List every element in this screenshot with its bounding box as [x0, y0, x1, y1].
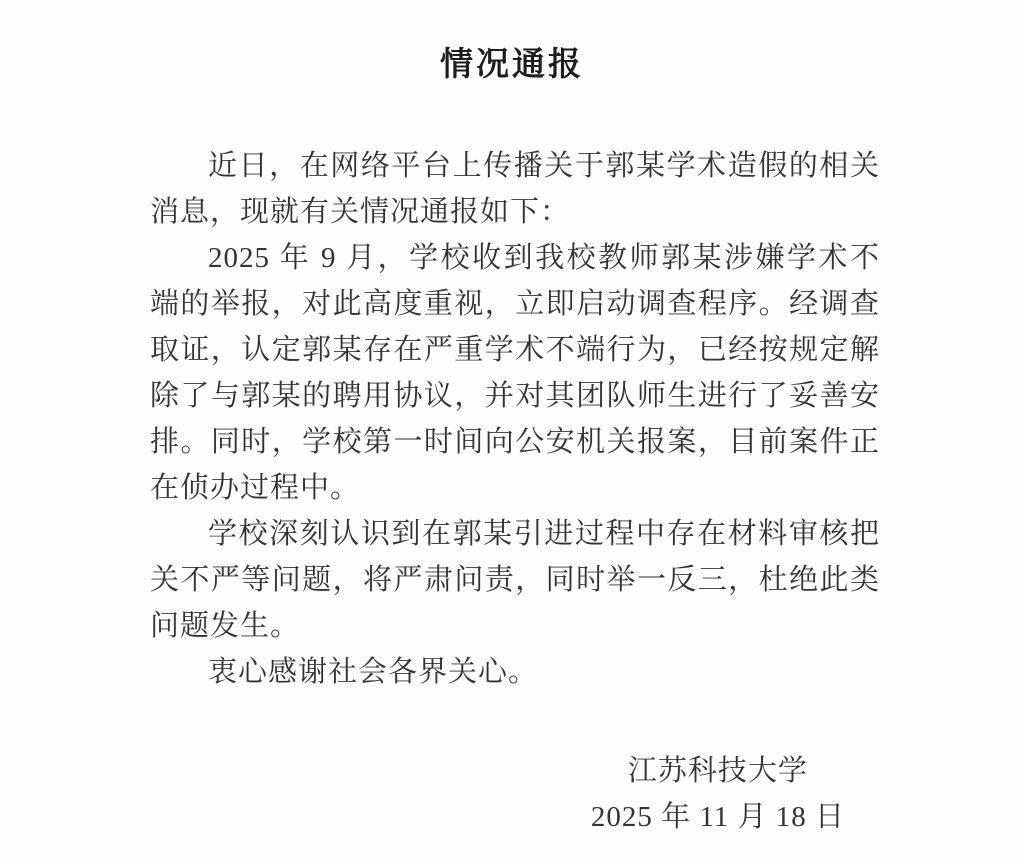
signature-organization: 江苏科技大学	[627, 755, 808, 787]
signature-date: 2025 年 11 月 18 日	[590, 801, 845, 833]
notice-body	[150, 143, 880, 695]
page-title: 情况通报	[440, 45, 584, 82]
paragraph-investigation: 2025 年 9 月，学校收到我校教师郭某涉嫌学术不端的举报，对此高度重视，立即启动调查程序。经调查取证，认定郭某存在严重学术不端行为，已经按规定解除了与郭某的聘用协议，并对其团队师生进行了妥善安排。同时，学校第一时间向公安机关报案，目前案件正在侦办过程中。	[150, 242, 880, 504]
paragraph-accountability: 学校深刻认识到在郭某引进过程中存在材料审核把关不严等问题，将严肃问责，同时举一反三，杜绝此类问题发生。	[150, 518, 880, 642]
paragraph-thanks: 衷心感谢社会各界关心。	[208, 656, 539, 688]
signature-block	[591, 748, 845, 840]
paragraph-intro: 近日，在网络平台上传播关于郭某学术造假的相关消息，现就有关情况通报如下：	[150, 150, 880, 228]
